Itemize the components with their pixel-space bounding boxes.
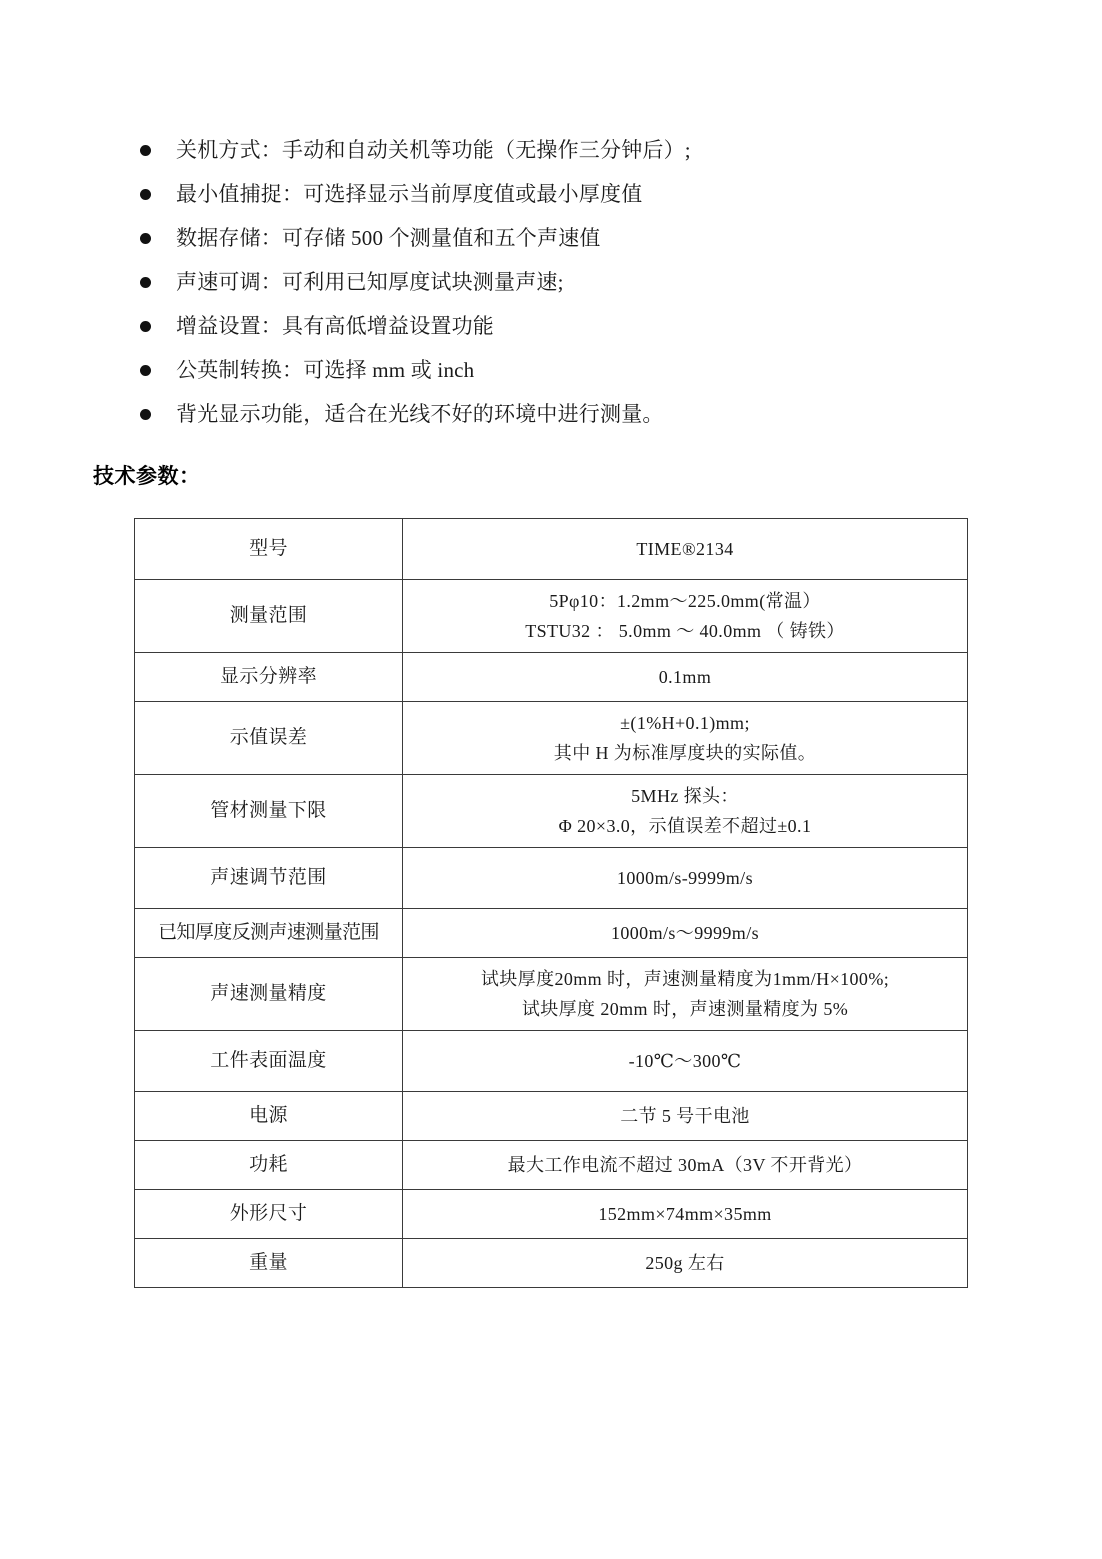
- list-item: [134, 128, 934, 172]
- bullet-point-icon: [140, 365, 151, 376]
- spec-value-line: 试块厚度 20mm 时，声速测量精度为 5%: [521, 999, 849, 1019]
- spec-value: [403, 1092, 968, 1141]
- table-row: [135, 580, 968, 653]
- spec-label: 已知厚度反测声速测量范围: [135, 909, 403, 958]
- spec-value-line: 250g 左右: [645, 1253, 725, 1273]
- spec-label: 型号: [135, 519, 403, 580]
- table-row: [135, 909, 968, 958]
- spec-value-line: 二节 5 号干电池: [620, 1106, 750, 1126]
- spec-value: [403, 580, 968, 653]
- spec-value-line: Φ 20×3.0，示值误差不超过±0.1: [558, 816, 812, 836]
- list-item: [134, 172, 934, 216]
- table-row: [135, 1092, 968, 1141]
- table-row: [135, 1239, 968, 1288]
- list-item: [134, 216, 934, 260]
- spec-value: [403, 1141, 968, 1190]
- table-row: [135, 848, 968, 909]
- spec-label: 声速测量精度: [135, 958, 403, 1031]
- list-item-text: 增益设置：具有高低增益设置功能: [176, 314, 494, 338]
- spec-label: 重量: [135, 1239, 403, 1288]
- bullet-point-icon: [140, 145, 151, 156]
- spec-value: [403, 775, 968, 848]
- spec-value-line: -10℃～300℃: [628, 1051, 742, 1071]
- spec-value-line: 其中 H 为标准厚度块的实际值。: [553, 743, 817, 763]
- bullet-point-icon: [140, 277, 151, 288]
- list-item: [134, 304, 934, 348]
- table-row: [135, 519, 968, 580]
- list-item-text: 最小值捕捉：可选择显示当前厚度值或最小厚度值: [176, 182, 643, 206]
- spec-label: 外形尺寸: [135, 1190, 403, 1239]
- spec-value-line: 1000m/s～9999m/s: [610, 923, 759, 943]
- spec-value: [403, 958, 968, 1031]
- spec-value-line: 5Pφ10：1.2mm～225.0mm(常温）: [549, 591, 821, 611]
- spec-label: 管材测量下限: [135, 775, 403, 848]
- spec-value: [403, 702, 968, 775]
- spec-value-line: 152mm×74mm×35mm: [598, 1204, 772, 1224]
- list-item-text: 声速可调：可利用已知厚度试块测量声速;: [176, 270, 564, 294]
- feature-bullet-list: [134, 128, 934, 436]
- spec-value: [403, 1239, 968, 1288]
- table-row: [135, 702, 968, 775]
- spec-label: 工件表面温度: [135, 1031, 403, 1092]
- spec-value-line: 1000m/s-9999m/s: [616, 868, 753, 888]
- spec-value-line: 5MHz 探头：: [631, 786, 739, 806]
- spec-value-line: TIME®2134: [636, 539, 734, 559]
- list-item: [134, 392, 934, 436]
- spec-value: [403, 909, 968, 958]
- spec-value-line: 0.1mm: [658, 667, 712, 687]
- list-item-text: 数据存储：可存储 500 个测量值和五个声速值: [176, 226, 601, 250]
- spec-value-line: ±(1%H+0.1)mm;: [620, 713, 750, 733]
- spec-label: 示值误差: [135, 702, 403, 775]
- spec-label: 测量范围: [135, 580, 403, 653]
- technical-specifications-table: [134, 518, 968, 1288]
- table-row: [135, 958, 968, 1031]
- list-item-text: 关机方式：手动和自动关机等功能（无操作三分钟后）;: [176, 138, 691, 162]
- list-item: [134, 260, 934, 304]
- table-row: [135, 1141, 968, 1190]
- spec-label: 显示分辨率: [135, 653, 403, 702]
- spec-label: 声速调节范围: [135, 848, 403, 909]
- spec-value: [403, 519, 968, 580]
- list-item-text: 背光显示功能，适合在光线不好的环境中进行测量。: [176, 402, 664, 426]
- bullet-point-icon: [140, 409, 151, 420]
- table-row: [135, 1190, 968, 1239]
- spec-table-container: [134, 518, 967, 1288]
- spec-label: 电源: [135, 1092, 403, 1141]
- spec-value-line: 试块厚度20mm 时，声速测量精度为1mm/H×100%;: [480, 969, 890, 989]
- spec-value: [403, 1031, 968, 1092]
- table-row: [135, 1031, 968, 1092]
- spec-label: 功耗: [135, 1141, 403, 1190]
- spec-value-line: 最大工作电流不超过 30mA（3V 不开背光）: [507, 1155, 863, 1175]
- spec-value: [403, 653, 968, 702]
- list-item: [134, 348, 934, 392]
- bullet-point-icon: [140, 321, 151, 332]
- bullet-point-icon: [140, 233, 151, 244]
- spec-value: [403, 1190, 968, 1239]
- list-item-text: 公英制转换：可选择 mm 或 inch: [176, 358, 475, 382]
- table-row: [135, 775, 968, 848]
- spec-value: [403, 848, 968, 909]
- table-row: [135, 653, 968, 702]
- spec-value-line: TSTU32 ： 5.0mm ～ 40.0mm （ 铸铁）: [525, 621, 845, 641]
- section-heading: 技术参数：: [93, 465, 201, 488]
- bullet-point-icon: [140, 189, 151, 200]
